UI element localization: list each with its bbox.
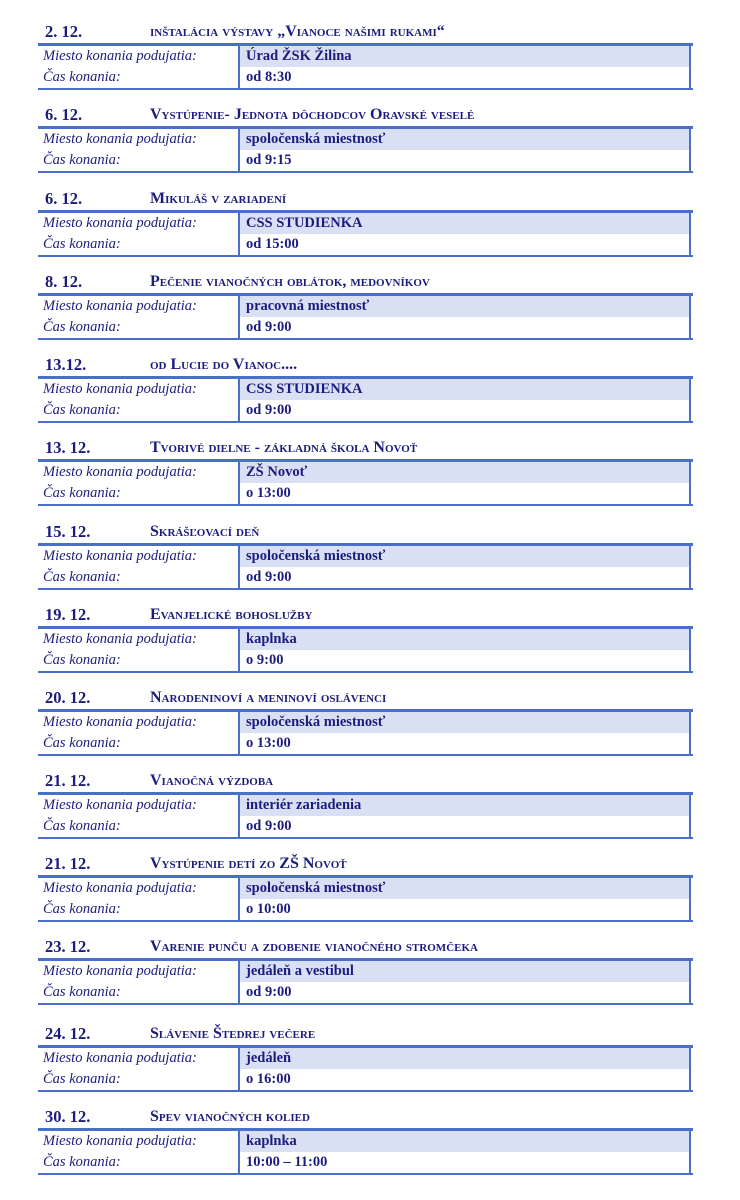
place-label: Miesto konania podujatia:	[43, 298, 197, 314]
event-item	[0, 105, 740, 187]
time-value-cell	[238, 650, 691, 671]
event-item	[0, 771, 740, 853]
place-row	[38, 629, 693, 650]
time-value: od 15:00	[246, 236, 299, 252]
time-value-cell	[238, 816, 691, 837]
place-row	[38, 1131, 693, 1152]
event-date: 6. 12.	[45, 189, 83, 208]
place-value-cell	[238, 546, 691, 567]
time-value-cell	[238, 317, 691, 338]
place-value-cell	[238, 795, 691, 816]
place-row	[38, 546, 693, 567]
time-value-cell	[238, 733, 691, 754]
time-label: Čas konania:	[43, 735, 121, 751]
place-value: CSS STUDIENKA	[246, 381, 363, 397]
event-title: Mikuláš v zariadení	[150, 190, 287, 207]
time-value: 10:00 – 11:00	[246, 1154, 328, 1170]
time-value: od 9:15	[246, 152, 292, 168]
place-value-cell	[238, 46, 691, 67]
place-value: jedáleň	[246, 1050, 292, 1066]
time-value: o 9:00	[246, 652, 284, 668]
place-row	[38, 213, 693, 234]
time-value: od 9:00	[246, 402, 292, 418]
time-label: Čas konania:	[43, 1154, 121, 1170]
place-value-cell	[238, 1131, 691, 1152]
place-label: Miesto konania podujatia:	[43, 880, 197, 896]
place-value: kaplnka	[246, 1133, 297, 1149]
event-item	[0, 522, 740, 604]
place-value-cell	[238, 878, 691, 899]
event-title: Evanjelické bohoslužby	[150, 606, 313, 623]
place-row	[38, 878, 693, 899]
time-row	[38, 1069, 693, 1092]
time-row	[38, 567, 693, 590]
event-item	[0, 688, 740, 770]
place-row	[38, 379, 693, 400]
place-value: ZŠ Novoť	[246, 464, 308, 480]
time-row	[38, 650, 693, 673]
place-label: Miesto konania podujatia:	[43, 215, 197, 231]
time-value: o 10:00	[246, 901, 291, 917]
time-row	[38, 150, 693, 173]
time-row	[38, 1152, 693, 1175]
time-value: o 16:00	[246, 1071, 291, 1087]
event-date: 23. 12.	[45, 937, 91, 956]
time-value: od 8:30	[246, 69, 292, 85]
time-label: Čas konania:	[43, 818, 121, 834]
place-label: Miesto konania podujatia:	[43, 963, 197, 979]
place-row	[38, 129, 693, 150]
event-item	[0, 854, 740, 936]
time-label: Čas konania:	[43, 569, 121, 585]
time-value: o 13:00	[246, 735, 291, 751]
time-label: Čas konania:	[43, 236, 121, 252]
event-date: 8. 12.	[45, 272, 83, 291]
time-row	[38, 317, 693, 340]
place-value-cell	[238, 629, 691, 650]
time-label: Čas konania:	[43, 319, 121, 335]
place-value-cell	[238, 961, 691, 982]
event-date: 2. 12.	[45, 22, 83, 41]
place-label: Miesto konania podujatia:	[43, 1050, 197, 1066]
place-value-cell	[238, 379, 691, 400]
time-row	[38, 816, 693, 839]
place-row	[38, 46, 693, 67]
place-row	[38, 1048, 693, 1069]
event-date: 6. 12.	[45, 105, 83, 124]
time-value: o 13:00	[246, 485, 291, 501]
place-row	[38, 795, 693, 816]
event-date: 21. 12.	[45, 771, 91, 790]
event-title: Vianočná výzdoba	[150, 772, 274, 789]
event-title: Tvorivé dielne - základná škola Novoť	[150, 439, 418, 456]
place-value-cell	[238, 712, 691, 733]
event-title: od Lucie do Vianoc....	[150, 356, 298, 373]
event-title: inštalácia výstavy „Vianoce našimi rukami“	[150, 23, 445, 40]
time-value: od 9:00	[246, 569, 292, 585]
place-value: kaplnka	[246, 631, 297, 647]
time-value: od 9:00	[246, 984, 292, 1000]
event-date: 15. 12.	[45, 522, 91, 541]
event-title: Vystúpenie- Jednota dôchodcov Oravské veselé	[150, 106, 475, 123]
event-date: 30. 12.	[45, 1107, 91, 1126]
time-value-cell	[238, 150, 691, 171]
event-date: 13. 12.	[45, 438, 91, 457]
time-label: Čas konania:	[43, 485, 121, 501]
event-item	[0, 605, 740, 687]
place-label: Miesto konania podujatia:	[43, 131, 197, 147]
time-value-cell	[238, 899, 691, 920]
event-title: Narodeninoví a meninoví oslávenci	[150, 689, 387, 706]
place-value-cell	[238, 129, 691, 150]
time-label: Čas konania:	[43, 1071, 121, 1087]
time-row	[38, 982, 693, 1005]
time-label: Čas konania:	[43, 984, 121, 1000]
place-row	[38, 961, 693, 982]
place-label: Miesto konania podujatia:	[43, 797, 197, 813]
place-label: Miesto konania podujatia:	[43, 714, 197, 730]
event-title: Slávenie Štedrej večere	[150, 1025, 316, 1042]
event-date: 13.12.	[45, 355, 87, 374]
event-date: 19. 12.	[45, 605, 91, 624]
time-row	[38, 483, 693, 506]
place-value-cell	[238, 213, 691, 234]
time-value-cell	[238, 400, 691, 421]
place-value: pracovná miestnosť	[246, 298, 370, 314]
time-label: Čas konania:	[43, 652, 121, 668]
place-row	[38, 296, 693, 317]
place-value-cell	[238, 296, 691, 317]
time-label: Čas konania:	[43, 901, 121, 917]
event-date: 21. 12.	[45, 854, 91, 873]
time-value-cell	[238, 1069, 691, 1090]
time-row	[38, 67, 693, 90]
event-item	[0, 438, 740, 520]
time-value: od 9:00	[246, 319, 292, 335]
event-title: Pečenie vianočných oblátok, medovníkov	[150, 273, 430, 290]
place-value: spoločenská miestnosť	[246, 880, 386, 896]
place-label: Miesto konania podujatia:	[43, 48, 197, 64]
time-row	[38, 899, 693, 922]
time-row	[38, 733, 693, 756]
event-item	[0, 937, 740, 1019]
place-label: Miesto konania podujatia:	[43, 631, 197, 647]
event-item	[0, 22, 740, 104]
event-item	[0, 189, 740, 271]
time-label: Čas konania:	[43, 69, 121, 85]
place-value: spoločenská miestnosť	[246, 714, 386, 730]
event-title: Spev vianočných kolied	[150, 1108, 310, 1125]
event-title: Vystúpenie detí zo ZŠ Novoť	[150, 855, 347, 872]
time-value-cell	[238, 483, 691, 504]
time-value-cell	[238, 567, 691, 588]
event-date: 20. 12.	[45, 688, 91, 707]
place-value: spoločenská miestnosť	[246, 548, 386, 564]
event-title: Skrášľovací deň	[150, 523, 260, 540]
place-label: Miesto konania podujatia:	[43, 381, 197, 397]
event-title: Varenie punču a zdobenie vianočného stromčeka	[150, 938, 478, 955]
time-value-cell	[238, 234, 691, 255]
place-value: Úrad ŽSK Žilina	[246, 48, 352, 64]
time-row	[38, 234, 693, 257]
time-label: Čas konania:	[43, 402, 121, 418]
time-value: od 9:00	[246, 818, 292, 834]
place-row	[38, 712, 693, 733]
place-label: Miesto konania podujatia:	[43, 1133, 197, 1149]
time-value-cell	[238, 1152, 691, 1173]
place-value: CSS STUDIENKA	[246, 215, 363, 231]
event-item	[0, 1107, 740, 1189]
place-value: interiér zariadenia	[246, 797, 362, 813]
event-item	[0, 355, 740, 437]
place-row	[38, 462, 693, 483]
event-date: 24. 12.	[45, 1024, 91, 1043]
event-item	[0, 272, 740, 354]
place-value-cell	[238, 462, 691, 483]
time-row	[38, 400, 693, 423]
place-value: spoločenská miestnosť	[246, 131, 386, 147]
time-value-cell	[238, 67, 691, 88]
place-label: Miesto konania podujatia:	[43, 548, 197, 564]
event-item	[0, 1024, 740, 1106]
time-value-cell	[238, 982, 691, 1003]
place-label: Miesto konania podujatia:	[43, 464, 197, 480]
place-value-cell	[238, 1048, 691, 1069]
time-label: Čas konania:	[43, 152, 121, 168]
place-value: jedáleň a vestibul	[246, 963, 354, 979]
